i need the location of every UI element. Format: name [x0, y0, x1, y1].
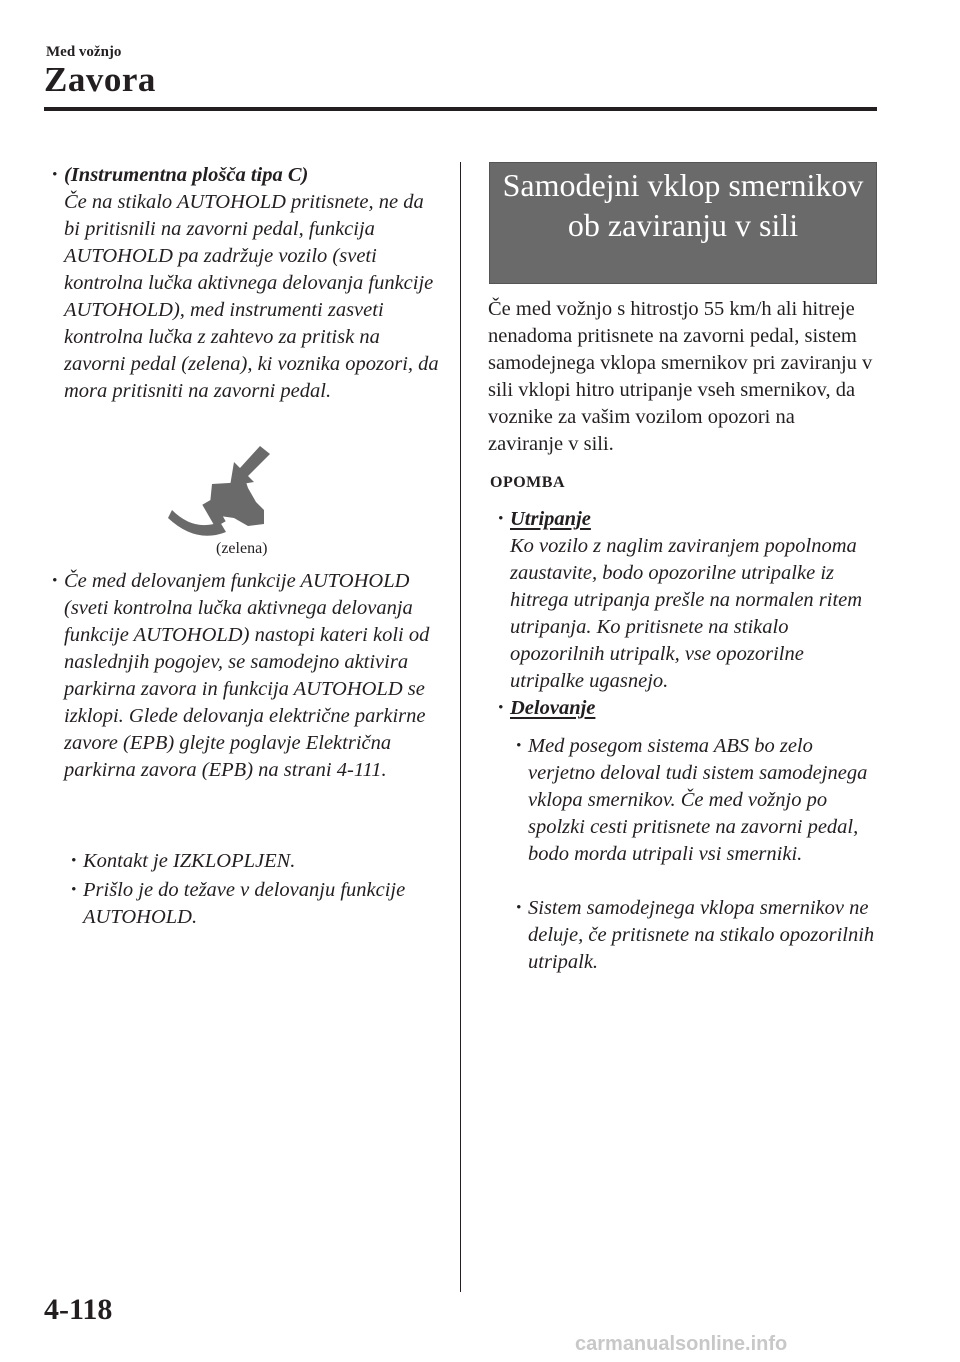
note-body: Ko vozilo z naglim zaviranjem popolnoma zaustavite, bodo opozorilne utripalke iz hitrega utripanja prešle na normalen ritem utripanja. Ko pritisnete na stikalo opozorilnih utripalk, vse opozorilne utripalke ugasnejo. [510, 535, 863, 692]
note-item-blinking [498, 506, 875, 695]
bullet-dot: • [52, 167, 58, 183]
note-sub-item [516, 733, 876, 868]
header-rule [44, 107, 877, 111]
bullet-dot: • [516, 738, 522, 754]
indicator-caption: (zelena) [216, 540, 268, 557]
column-divider [460, 162, 461, 1292]
watermark: carmanualsonline.info [575, 1333, 788, 1355]
note-sub-text: Sistem samodejnega vklopa smernikov ne deluje, če pritisnete na stikalo opozorilnih utripalk. [528, 897, 875, 973]
bullet-heading: (Instrumentna plošča tipa C) [64, 164, 309, 186]
bullet-dot: • [71, 853, 77, 869]
note-item-operation [498, 695, 875, 722]
page-number: 4-118 [44, 1293, 113, 1326]
chapter-title: Zavora [44, 60, 156, 99]
section-label: Med vožnjo [46, 44, 122, 60]
brake-pedal-press-icon [168, 440, 286, 540]
sub-bullet-text: Kontakt je IZKLOPLJEN. [83, 850, 296, 872]
bullet-body: Če na stikalo AUTOHOLD pritisnete, ne da bi pritisnili na zavorni pedal, funkcija AUTOHOLD pa zadržuje vozilo (sveti kontrolna lučka aktivnega delovanja funkcije AUTOHOLD), med instrumenti zasveti kontrolna lučka z zahtevo za pritisk na zavorni pedal (zelena), ki voznika opozori, da mora pritisniti na zavorni pedal. [64, 191, 439, 402]
bullet-body: Če med delovanjem funkcije AUTOHOLD (sveti kontrolna lučka aktivnega delovanja funkcije AUTOHOLD) nastopi kateri koli od naslednjih pogojev, se samodejno aktivira parkirna zavora in funkcija AUTOHOLD se izklopi. Glede delovanja električne parkirne zavore (EPB) glejte poglavje Električna parkirna zavora (EPB) na strani 4-111. [64, 570, 430, 781]
bullet-instrument-cluster-c [52, 162, 444, 405]
note-sub-text: Med posegom sistema ABS bo zelo verjetno deloval tudi sistem samodejnega vklopa smernikov. Če med vožnjo po spolzki cesti pritisnete na zavorni pedal, bodo morda utripali vsi smerniki. [528, 735, 868, 865]
bullet-dot: • [498, 700, 504, 716]
bullet-dot: • [52, 573, 58, 589]
bullet-autohold-conditions [52, 568, 444, 784]
bullet-dot: • [498, 511, 504, 527]
sub-bullet-item [71, 848, 443, 875]
sub-bullet-item [71, 877, 443, 931]
note-sub-item [516, 895, 876, 976]
section-body: Če med vožnjo s hitrostjo 55 km/h ali hitreje nenadoma pritisnete na zavorni pedal, sistem samodejnega vklopa smernikov pri zaviranju v sili vklopi hitro utripanje vseh smernikov, da voznike za vašim vozilom opozori na zaviranje v sili. [488, 298, 873, 455]
note-title: Utripanje [510, 508, 591, 530]
note-label: OPOMBA [490, 474, 565, 491]
note-title: Delovanje [510, 697, 596, 719]
sub-bullet-text: Prišlo je do težave v delovanju funkcije AUTOHOLD. [83, 879, 406, 928]
bullet-dot: • [71, 882, 77, 898]
bullet-dot: • [516, 900, 522, 916]
section-heading: Samodejni vklop smernikov ob zaviranju v sili [489, 162, 877, 284]
